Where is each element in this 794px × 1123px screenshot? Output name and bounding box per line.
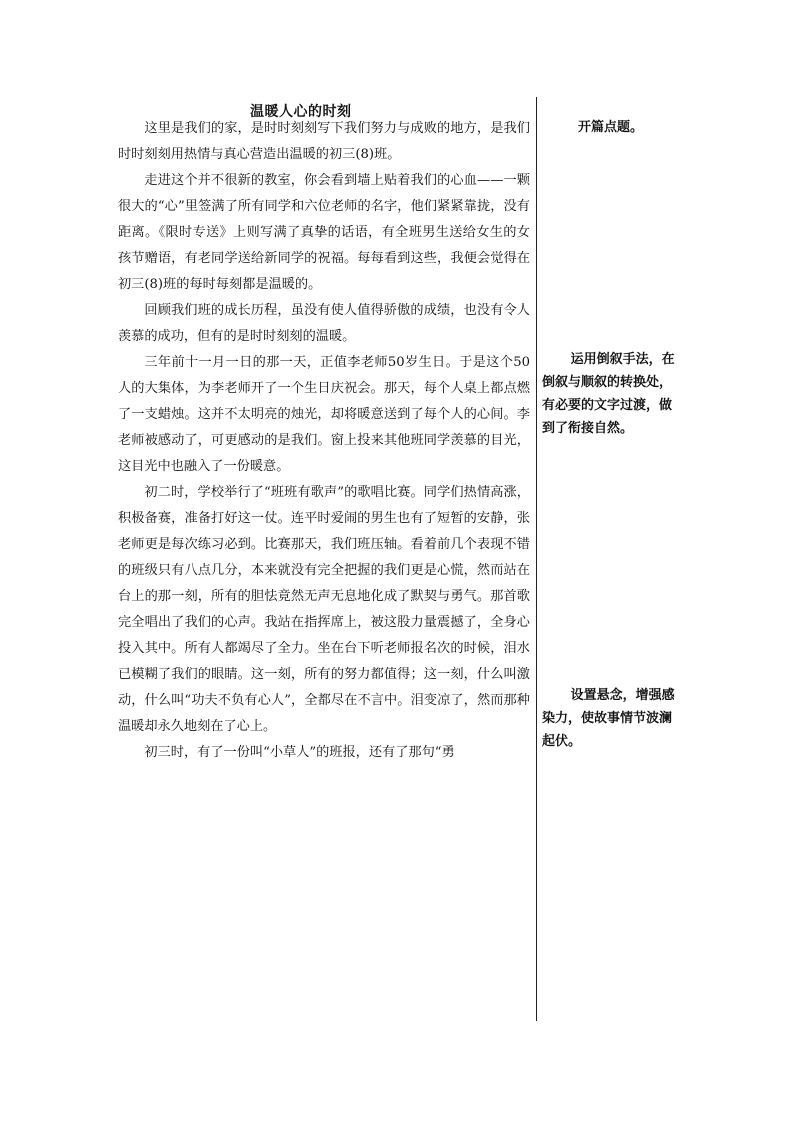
essay-body	[118, 116, 530, 766]
paragraph-4: 三年前十一月一日的那一天，正值李老师50岁生日。于是这个50人的大集体，为李老师开了一个生日庆祝会。那天，每个人桌上都点燃了一支蜡烛。这并不太明亮的烛光，却将暖意送到了每个人的心间。李老师被感动了，可更感动的是我们。窗上投来其他班同学羡慕的目光，这目光中也融入了一份暖意。	[118, 355, 530, 474]
paragraph-3: 回顾我们班的成长历程，虽没有使人值得骄傲的成绩，也没有令人羡慕的成功，但有的是时时刻刻的温暖。	[118, 303, 530, 344]
essay-title: 温暖人心的时刻	[250, 104, 352, 120]
paragraph-1: 这里是我们的家，是时时刻刻写下我们努力与成败的地方，是我们时时刻刻用热情与真心营造出温暖的初三(8)班。	[118, 121, 530, 162]
paragraph-6: 初三时，有了一份叫“小草人”的班报，还有了那句“勇	[144, 745, 455, 760]
column-divider	[536, 97, 537, 1021]
margin-note-opening: 开篇点题。	[578, 120, 644, 135]
margin-note-suspense: 设置悬念，增强感染力，使故事情节波澜起伏。	[542, 688, 675, 749]
paragraph-2: 走进这个并不很新的教室，你会看到墙上贴着我们的心血——一颗很大的“心”里签满了所有同学和六位老师的名字，他们紧紧靠拢，没有距离。《限时专送》上则写满了真挚的话语，有全班男生送给女生的女孩节赠语，有老同学送给新同学的祝福。每每看到这些，我便会觉得在初三(8)班的每时每刻都是温暖的。	[118, 173, 530, 292]
paragraph-5: 初二时，学校举行了“班班有歌声”的歌唱比赛。同学们热情高涨，积极备赛，准备打好这一仗。连平时爱闹的男生也有了短暂的安静，张老师更是每次练习必到。比赛那天，我们班压轴。看着前几个表现不错的班级只有八点几分，本来就没有完全把握的我们更是心慌，然而站在台上的那一刻，所有的胆怯竟然无声无息地化成了默契与勇气。那首歌完全唱出了我们的心声。我站在指挥席上，被这股力量震撼了，全身心投入其中。所有人都竭尽了全力。坐在台下听老师报名次的时候，泪水已模糊了我们的眼睛。这一刻，所有的努力都值得；这一刻，什么叫激动，什么叫“功夫不负有心人”，全都尽在不言中。泪变凉了，然而那种温暖却永久地刻在了心上。	[118, 485, 530, 734]
margin-note-flashback: 运用倒叙手法，在倒叙与顺叙的转换处，有必要的文字过渡，做到了衔接自然。	[542, 352, 675, 436]
